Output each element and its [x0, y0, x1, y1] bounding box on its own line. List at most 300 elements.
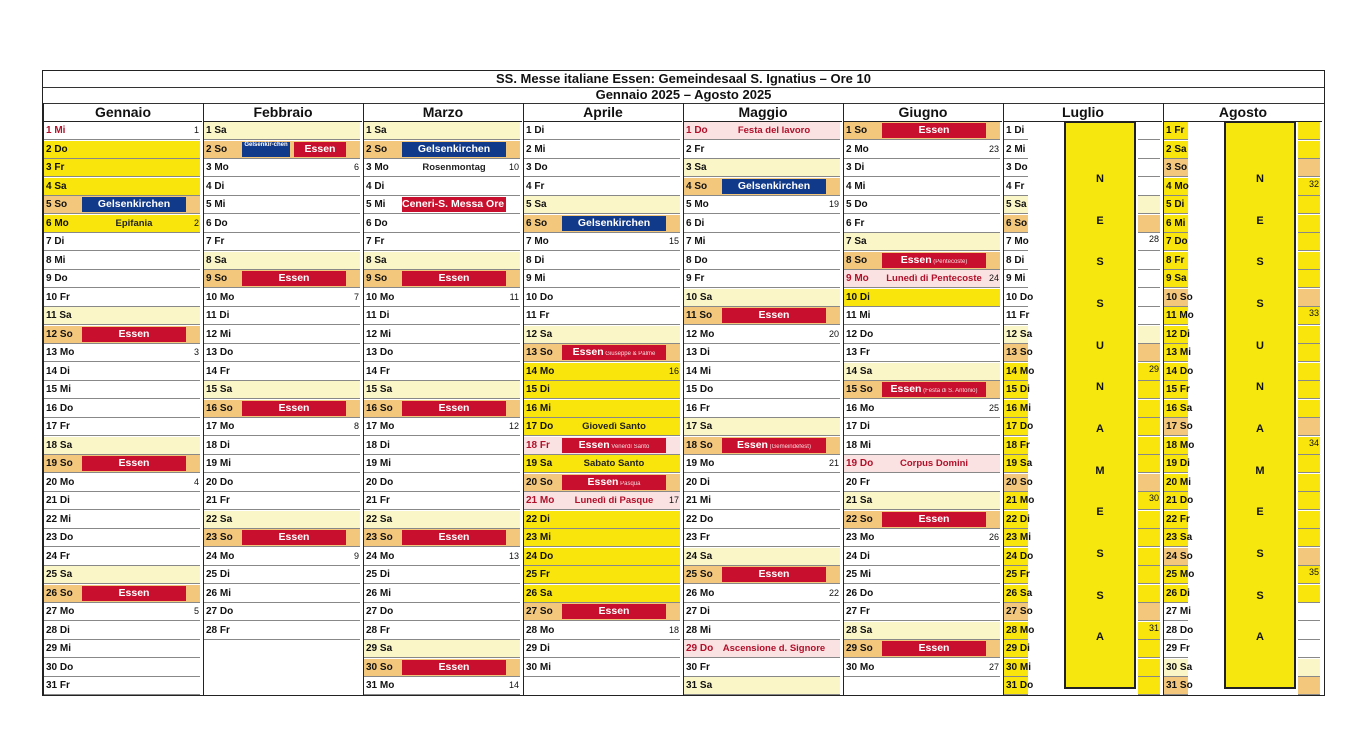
day-label: 5 Mi	[206, 199, 226, 210]
side-cell	[1298, 659, 1320, 677]
event-label: Gelsenkirchen	[722, 179, 826, 194]
day-cell	[524, 196, 680, 214]
day-cell	[364, 307, 520, 325]
day-label: 16 Mi	[1006, 402, 1032, 414]
day-label: 3 Mo	[366, 162, 389, 173]
day-cell	[844, 363, 1000, 381]
day-label: 31 Fr	[46, 680, 70, 691]
side-cell	[1138, 400, 1160, 418]
day-label: 5 Do	[846, 199, 868, 210]
event-label: Ascensione d. Signore	[722, 643, 826, 654]
day-cell	[1004, 141, 1028, 159]
day-cell	[844, 455, 1000, 473]
day-label: 19 Di	[1166, 458, 1190, 469]
day-cell	[1004, 400, 1032, 418]
day-cell	[1004, 492, 1035, 510]
day-label: 10 Do	[526, 291, 554, 303]
day-label: 9 Mo	[846, 273, 869, 284]
day-label: 21 Mo	[526, 495, 555, 506]
day-label: 6 Mo	[46, 217, 69, 229]
day-label: 3 Do	[526, 162, 548, 173]
day-cell	[524, 326, 680, 344]
day-cell	[844, 529, 1000, 547]
day-label: 16 Mo	[846, 402, 875, 414]
day-cell	[524, 492, 680, 510]
day-label: 26 Mi	[366, 587, 392, 599]
event-label: Essen	[242, 271, 346, 286]
day-label: 5 Sa	[526, 199, 547, 210]
day-cell	[684, 437, 840, 455]
day-cell	[1164, 252, 1188, 270]
day-label: 9 Mi	[1006, 273, 1026, 284]
banner-letter: E	[1256, 506, 1264, 519]
week-number: 11	[509, 291, 519, 302]
day-cell	[364, 141, 520, 159]
day-label: 30 So	[366, 661, 393, 673]
day-cell	[44, 122, 200, 140]
day-cell	[1004, 418, 1034, 436]
day-label: 23 So	[206, 532, 233, 543]
day-cell	[364, 437, 520, 455]
day-label: 8 Sa	[206, 254, 227, 266]
day-label: 11 Di	[366, 310, 390, 321]
event-label: Essen	[402, 271, 506, 286]
banner-letter: S	[1096, 548, 1104, 560]
event-note: (Gemeindefest)	[767, 443, 811, 450]
day-label: 3 Di	[846, 162, 865, 173]
day-cell	[844, 326, 1000, 344]
day-cell	[524, 548, 680, 566]
day-cell	[44, 270, 200, 288]
day-cell	[1164, 233, 1188, 251]
day-cell	[1004, 215, 1028, 233]
event-label: Gelsenkirchen	[562, 216, 666, 231]
day-cell	[1164, 122, 1188, 140]
side-cell	[1138, 252, 1160, 270]
side-cell	[1138, 455, 1160, 473]
day-cell	[1004, 159, 1028, 177]
week-number: 8	[353, 421, 359, 431]
day-label: 23 So	[366, 532, 393, 543]
day-label: 11 Mi	[846, 310, 871, 321]
event-note: Giuseppe & Palme	[603, 351, 656, 357]
day-label: 20 Do	[206, 476, 234, 488]
side-cell	[1298, 326, 1320, 344]
side-cell	[1138, 640, 1160, 658]
day-label: 26 Sa	[1006, 587, 1033, 599]
day-cell	[1164, 363, 1194, 381]
week-number: 12	[508, 421, 519, 431]
day-cell	[44, 474, 200, 492]
day-label: 10 Fr	[46, 291, 70, 303]
day-label: 2 Fr	[686, 143, 705, 155]
day-label: 21 Fr	[206, 495, 230, 506]
day-cell	[1004, 252, 1028, 270]
day-cell	[44, 215, 200, 233]
day-label: 16 Sa	[1166, 402, 1193, 414]
day-cell	[524, 141, 680, 159]
day-cell	[524, 474, 680, 492]
day-cell	[1164, 418, 1193, 436]
week-number: 21	[828, 458, 839, 468]
day-label: 3 Do	[1006, 162, 1028, 173]
side-cell	[1298, 511, 1320, 529]
day-cell	[364, 215, 520, 233]
day-cell	[524, 363, 680, 381]
event-label: Lunedì di Pentecoste	[886, 273, 982, 284]
day-cell	[684, 418, 840, 436]
day-label: 16 So	[366, 402, 393, 414]
day-label: 4 Mo	[1166, 180, 1189, 192]
day-label: 8 Di	[1006, 254, 1025, 266]
day-label: 2 Sa	[1166, 143, 1187, 155]
day-label: 27 Di	[686, 606, 710, 617]
day-label: 8 Sa	[366, 254, 387, 266]
banner-letter: S	[1096, 298, 1104, 310]
event-label: Essen	[294, 142, 346, 157]
week-number: 33	[1308, 308, 1319, 318]
day-label: 4 Fr	[1006, 180, 1025, 192]
side-cell	[1298, 196, 1320, 214]
banner-letter: U	[1256, 339, 1264, 352]
side-cell	[1298, 141, 1320, 159]
day-label: 28 Mo	[1006, 624, 1035, 636]
day-label: 12 Di	[1166, 328, 1190, 340]
month-name: Marzo	[364, 103, 522, 122]
side-cell	[1138, 529, 1160, 547]
event-label: Essen	[402, 401, 506, 416]
day-cell	[44, 622, 200, 640]
day-label: 2 Do	[46, 143, 68, 155]
day-label: 27 So	[1006, 606, 1033, 617]
week-number: 27	[988, 661, 999, 672]
day-cell	[1004, 585, 1033, 603]
day-label: 31 Sa	[686, 680, 713, 691]
event-label: Giovedì Santo	[582, 421, 646, 432]
day-label: 27 Do	[206, 606, 234, 617]
day-label: 11 Fr	[1006, 310, 1030, 321]
side-cell	[1298, 363, 1320, 381]
day-cell	[364, 585, 520, 603]
day-label: 28 Do	[1166, 624, 1194, 636]
day-label: 31 Mo	[366, 680, 395, 691]
page-title: SS. Messe italiane Essen: Gemeindesaal S. Ignatius – Ore 10	[43, 71, 1324, 88]
week-number: 1	[193, 125, 199, 135]
day-label: 29 Di	[526, 643, 550, 654]
day-label: 12 Mi	[366, 328, 392, 340]
day-cell	[684, 252, 840, 270]
day-label: 30 Mo	[846, 661, 875, 673]
day-label: 23 Mi	[1006, 532, 1032, 543]
side-cell	[1138, 326, 1160, 344]
day-label: 10 Di	[846, 291, 870, 303]
side-cell	[1138, 307, 1160, 325]
day-label: 10 Do	[1006, 291, 1034, 303]
day-label: 15 Di	[1006, 384, 1030, 395]
day-cell	[1164, 677, 1193, 695]
banner-letter: E	[1256, 214, 1264, 227]
day-cell	[524, 122, 680, 140]
day-cell	[844, 566, 1000, 584]
day-cell	[684, 585, 840, 603]
day-cell	[844, 289, 1000, 307]
day-cell	[1164, 159, 1188, 177]
day-cell	[1004, 289, 1034, 307]
day-cell	[844, 196, 1000, 214]
day-cell	[1164, 289, 1193, 307]
event-label: Gelsenkirchen	[82, 197, 186, 212]
day-label: 19 Mi	[206, 458, 232, 469]
banner-letter: S	[1256, 256, 1264, 269]
day-cell	[204, 585, 360, 603]
day-cell	[1164, 178, 1188, 196]
day-cell	[44, 178, 200, 196]
day-cell	[684, 178, 840, 196]
day-label: 23 Mo	[846, 532, 875, 543]
week-number: 2	[193, 217, 199, 228]
day-cell	[44, 566, 200, 584]
day-cell	[204, 252, 360, 270]
day-cell	[364, 363, 520, 381]
day-cell	[1004, 659, 1032, 677]
day-label: 29 So	[846, 643, 873, 654]
side-cell	[1298, 474, 1320, 492]
day-label: 25 Sa	[46, 569, 73, 580]
banner-letter: A	[1256, 631, 1264, 644]
banner-letter: S	[1096, 256, 1104, 269]
day-label: 14 Do	[1166, 365, 1194, 377]
day-label: 9 So	[206, 273, 228, 284]
day-cell	[44, 344, 200, 362]
event-label: Essen Pasqua	[562, 475, 666, 490]
day-cell	[204, 196, 360, 214]
banner-letter: M	[1255, 464, 1265, 477]
banner-letter: S	[1256, 589, 1264, 602]
side-cell	[1138, 270, 1160, 288]
day-cell	[844, 437, 1000, 455]
day-label: 24 Do	[526, 550, 554, 562]
week-number: 32	[1308, 178, 1319, 189]
day-cell	[684, 307, 840, 325]
banner-letter: S	[1096, 589, 1104, 602]
day-cell	[524, 529, 680, 547]
day-cell	[204, 548, 360, 566]
day-label: 2 So	[206, 143, 228, 155]
day-label: 25 So	[686, 569, 713, 580]
day-label: 15 So	[846, 384, 873, 395]
day-cell	[364, 289, 520, 307]
day-label: 5 Di	[1166, 199, 1185, 210]
day-label: 17 So	[1166, 421, 1193, 432]
day-label: 22 Do	[686, 513, 714, 525]
day-label: 26 Di	[1166, 587, 1190, 599]
side-cell	[1138, 363, 1160, 381]
day-label: 27 Mi	[1166, 606, 1192, 617]
event-label: Essen (Gemeindefest)	[722, 438, 826, 453]
day-label: 28 Mi	[686, 624, 712, 636]
day-label: 8 Do	[686, 254, 708, 266]
week-number: 18	[668, 624, 679, 635]
day-cell	[44, 511, 200, 529]
day-label: 14 Mi	[686, 365, 712, 377]
day-cell	[524, 603, 680, 621]
week-number: 16	[668, 365, 679, 376]
day-cell	[524, 252, 680, 270]
day-label: 13 So	[526, 347, 553, 358]
day-cell	[44, 640, 200, 658]
day-label: 23 Do	[46, 532, 74, 543]
banner-letter: N	[1256, 173, 1264, 185]
day-cell	[524, 344, 680, 362]
day-cell	[684, 511, 840, 529]
event-label: Essen (Festa di S. Antonio)	[882, 382, 986, 397]
day-cell	[44, 677, 200, 695]
day-cell	[844, 178, 1000, 196]
day-label: 25 Di	[206, 569, 230, 580]
side-cell	[1138, 474, 1160, 492]
side-cell	[1138, 511, 1160, 529]
day-label: 1 Di	[526, 125, 545, 136]
day-label: 2 Mi	[526, 143, 546, 155]
day-label: 3 Sa	[686, 162, 707, 173]
day-label: 25 Fr	[526, 569, 550, 580]
day-label: 21 Sa	[846, 495, 873, 506]
day-cell	[44, 252, 200, 270]
event-label: Rosenmontag	[422, 162, 486, 173]
day-label: 17 Do	[526, 421, 554, 432]
day-label: 3 Fr	[46, 162, 65, 173]
day-label: 2 So	[366, 143, 388, 155]
day-cell	[44, 585, 200, 603]
day-label: 16 So	[206, 402, 233, 414]
day-label: 8 Mi	[46, 254, 66, 266]
day-label: 25 Di	[366, 569, 390, 580]
event-label: Corpus Domini	[899, 458, 969, 469]
day-cell	[844, 659, 1000, 677]
event-note: Pasqua	[618, 480, 641, 487]
day-cell	[524, 659, 680, 677]
day-cell	[844, 381, 1000, 399]
month-name: Maggio	[684, 103, 842, 122]
day-cell	[844, 585, 1000, 603]
day-cell	[364, 326, 520, 344]
side-cell	[1138, 585, 1160, 603]
day-cell	[524, 640, 680, 658]
day-label: 1 Fr	[1166, 125, 1185, 136]
day-label: 18 Fr	[1006, 439, 1030, 451]
day-label: 6 So	[1006, 217, 1028, 229]
day-label: 12 So	[46, 328, 73, 340]
day-cell	[684, 566, 840, 584]
day-cell	[684, 289, 840, 307]
day-cell	[684, 492, 840, 510]
day-cell	[204, 566, 360, 584]
day-label: 9 So	[366, 273, 388, 284]
day-cell	[844, 215, 1000, 233]
day-cell	[1164, 400, 1193, 418]
day-cell	[524, 566, 680, 584]
side-cell	[1138, 233, 1160, 251]
day-cell	[204, 400, 360, 418]
side-cell	[1138, 122, 1160, 140]
day-label: 11 So	[686, 310, 713, 321]
day-label: 4 Di	[206, 180, 225, 192]
day-cell	[44, 437, 200, 455]
day-cell	[204, 455, 360, 473]
day-cell	[844, 418, 1000, 436]
day-label: 15 Sa	[366, 384, 393, 395]
side-cell	[1138, 141, 1160, 159]
day-label: 10 Sa	[686, 291, 713, 303]
event-label: Essen	[82, 456, 186, 471]
day-cell	[684, 326, 840, 344]
day-label: 29 Do	[686, 643, 714, 654]
side-cell	[1298, 603, 1320, 621]
day-cell	[684, 659, 840, 677]
day-cell	[684, 529, 840, 547]
side-cell	[1138, 289, 1160, 307]
page-subtitle: Gennaio 2025 – Agosto 2025	[43, 87, 1324, 104]
day-cell	[1004, 233, 1028, 251]
banner-letter: A	[1256, 423, 1264, 435]
event-label: Essen Giuseppe & Palme	[562, 345, 666, 360]
day-label: 16 Fr	[686, 402, 710, 414]
day-label: 14 Mo	[526, 365, 555, 377]
day-cell	[524, 511, 680, 529]
day-label: 10 Mo	[206, 291, 235, 303]
day-cell	[364, 400, 520, 418]
side-cell	[1298, 677, 1320, 695]
day-label: 21 Di	[46, 495, 70, 506]
side-cell	[1138, 603, 1160, 621]
day-cell	[524, 233, 680, 251]
side-cell	[1298, 289, 1320, 307]
day-label: 15 Do	[686, 384, 714, 395]
day-label: 5 So	[46, 199, 68, 210]
event-note: Gelsenkir-chen	[242, 142, 290, 157]
day-label: 28 Fr	[366, 624, 390, 636]
day-cell	[524, 289, 680, 307]
day-cell	[204, 622, 360, 640]
day-label: 28 Fr	[206, 624, 230, 636]
banner-letter: S	[1256, 548, 1264, 560]
day-cell	[1164, 141, 1188, 159]
event-label: Essen	[242, 530, 346, 545]
day-label: 6 So	[526, 217, 548, 229]
banner-letter: E	[1096, 506, 1104, 519]
day-label: 8 Fr	[1166, 254, 1185, 266]
day-label: 26 Sa	[526, 587, 553, 599]
day-cell	[364, 252, 520, 270]
day-cell	[844, 474, 1000, 492]
day-cell	[364, 455, 520, 473]
week-number: 3	[193, 347, 199, 357]
day-cell	[684, 215, 840, 233]
day-label: 6 Do	[206, 217, 228, 229]
day-label: 19 Sa	[1006, 458, 1033, 469]
day-label: 9 Mi	[526, 273, 546, 284]
day-label: 25 Mi	[846, 569, 872, 580]
day-label: 14 Fr	[366, 365, 390, 377]
event-label: Essen	[82, 327, 186, 342]
week-number: 7	[353, 291, 359, 302]
day-label: 17 Mo	[206, 421, 235, 432]
day-label: 9 Sa	[1166, 273, 1187, 284]
day-cell	[844, 622, 1000, 640]
day-label: 1 Do	[686, 125, 708, 136]
day-cell	[204, 474, 360, 492]
day-label: 5 Mo	[686, 199, 709, 210]
